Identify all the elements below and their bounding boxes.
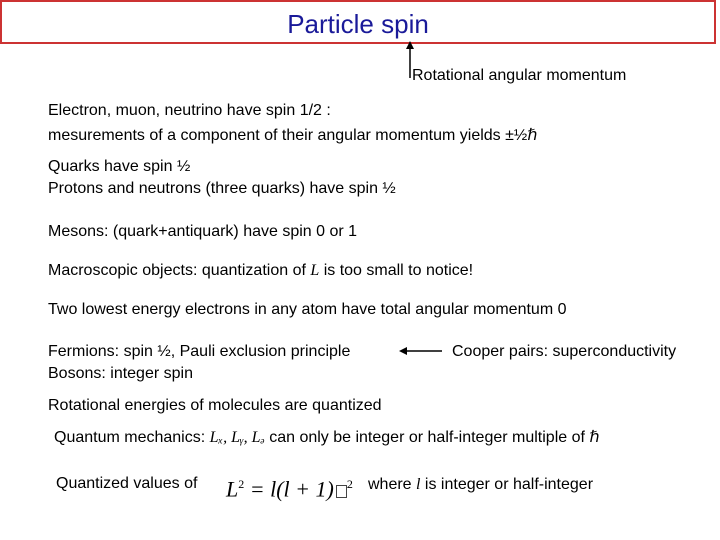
fermions-line: Fermions: spin ½, Pauli exclusion principle	[48, 343, 351, 360]
page-title: Particle spin	[287, 9, 429, 39]
rotational-line: Rotational energies of molecules are quantized	[48, 397, 382, 414]
quantized-values-label: Quantized values of	[56, 475, 198, 492]
quantum-line	[54, 428, 600, 447]
quarks-line-1: Quarks have spin ½	[48, 158, 191, 175]
quantum-suffix: can only be integer or half-integer multiple of ℏ	[264, 429, 600, 446]
annotation-label: Rotational angular momentum	[412, 67, 627, 84]
quantum-variables: Lₓ, Lᵧ, Lₔ	[209, 429, 265, 446]
formula-middle: = l(l + 1)	[244, 476, 334, 502]
where-suffix: is integer or half-integer	[420, 476, 594, 493]
cooper-pairs-line: Cooper pairs: superconductivity	[452, 343, 677, 360]
angular-momentum-formula	[226, 471, 353, 502]
macroscopic-line	[48, 261, 473, 280]
where-line	[368, 475, 593, 494]
where-prefix: where	[368, 476, 417, 493]
macro-prefix: Macroscopic objects: quantization of	[48, 262, 311, 279]
quarks-line-2: Protons and neutrons (three quarks) have spin ½	[48, 180, 396, 197]
electron-line-1: Electron, muon, neutrino have spin 1/2 :	[48, 102, 331, 119]
hbar-placeholder-icon	[336, 485, 347, 498]
electron-line-2: mesurements of a component of their angular momentum yields ±½ℏ	[48, 127, 538, 144]
formula-lhs: L	[226, 476, 239, 502]
pointer-arrow-left	[398, 344, 444, 358]
bosons-line: Bosons: integer spin	[48, 365, 193, 382]
macro-variable: L	[310, 262, 320, 279]
formula-hbar-exponent: 2	[346, 477, 353, 491]
lowest-energy-line: Two lowest energy electrons in any atom have total angular momentum 0	[48, 301, 567, 318]
title-box	[0, 0, 716, 44]
where-variable: l	[416, 476, 421, 493]
formula-exponent: 2	[238, 477, 245, 491]
macro-suffix: is too small to notice!	[319, 262, 474, 279]
mesons-line: Mesons: (quark+antiquark) have spin 0 or 1	[48, 223, 358, 240]
quantum-prefix: Quantum mechanics:	[54, 429, 210, 446]
